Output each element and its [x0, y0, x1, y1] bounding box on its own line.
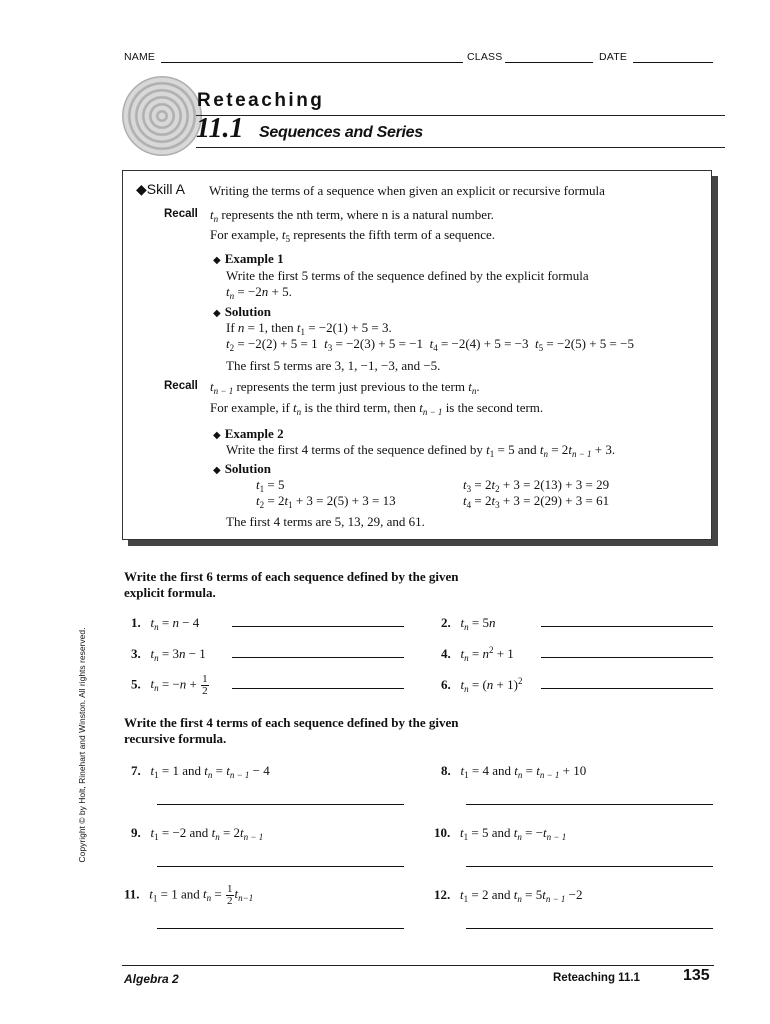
- footer-section: Reteaching 11.1: [553, 972, 640, 984]
- skill-heading: ◆Skill A: [136, 181, 185, 197]
- answer-line-5[interactable]: [232, 688, 404, 689]
- name-label: NAME: [124, 51, 156, 63]
- exercise-11: 11. $t_1 = 1$ and $t_n$ = $\frac{1}{2}$ $t_{n-1}$: [124, 883, 254, 907]
- class-field[interactable]: [505, 62, 593, 63]
- diamond-icon: ◆: [213, 465, 221, 476]
- instructions-explicit: Write the first 6 terms of each sequence defined by the given explicit formula.: [124, 569, 459, 600]
- class-label: CLASS: [467, 51, 503, 63]
- solution2-heading: ◆ Solution: [213, 461, 271, 476]
- recall-label-1: Recall: [164, 208, 198, 220]
- answer-line-6[interactable]: [541, 688, 713, 689]
- reteaching-title: Reteaching: [197, 90, 325, 111]
- exercise-2: 2. $t_n = 5n$: [441, 615, 496, 632]
- answer-line-9[interactable]: [157, 866, 404, 867]
- solution2-t1: $t_1 = 5$: [256, 477, 285, 494]
- answer-line-7[interactable]: [157, 804, 404, 805]
- example1-text: Write the first 5 terms of the sequence defined by the explicit formula: [226, 268, 589, 283]
- footer-course: Algebra 2: [124, 972, 179, 986]
- section-title: Sequences and Series: [259, 124, 423, 141]
- diamond-icon: ◆: [213, 255, 221, 266]
- recall2-line1: $t_{n - 1}$ represents the term just previous to the term $t_n$.: [210, 379, 480, 396]
- date-field[interactable]: [633, 62, 713, 63]
- example2-heading: ◆ Example 2: [213, 426, 284, 441]
- example1-result: The first 5 terms are 3, 1, −1, −3, and −5.: [226, 358, 441, 373]
- exercise-7: 7. $t_1 = 1$ and $t_n = t_{n - 1} - 4$: [131, 763, 270, 780]
- solution2-t4: $t_4 = 2t_3 + 3 = 2(29) + 3 = 61$: [463, 493, 610, 510]
- answer-line-4[interactable]: [541, 657, 713, 658]
- title-top-rule: [196, 115, 725, 116]
- answer-line-12[interactable]: [466, 928, 713, 929]
- name-field[interactable]: [161, 62, 463, 63]
- answer-line-3[interactable]: [232, 657, 404, 658]
- exercise-4: 4. $t_n = n^2 + 1$: [441, 645, 514, 663]
- date-label: DATE: [599, 51, 628, 63]
- exercise-5: 5. $t_n = -n$ + $\frac{1}{2}$: [131, 673, 208, 697]
- example2-result: The first 4 terms are 5, 13, 29, and 61.: [226, 514, 425, 529]
- skill-box: [122, 170, 712, 540]
- recall-label-2: Recall: [164, 380, 198, 392]
- section-number: 11.1: [196, 113, 244, 144]
- exercise-1: 1. $t_n = n - 4$: [131, 615, 200, 632]
- recall1-line2: For example, $t_5$ represents the fifth term of a sequence.: [210, 227, 495, 244]
- recall2-line2: For example, if $t_n$ is the third term, then $t_{n - 1}$ is the second term.: [210, 400, 544, 417]
- solution2-t3: $t_3 = 2t_2 + 3 = 2(13) + 3 = 29$: [463, 477, 610, 494]
- solution2-t2: $t_2 = 2t_1 + 3 = 2(5) + 3 = 13$: [256, 493, 396, 510]
- solution1-line2: $t_2 = -2(2) + 5 = 1$ $t_3 = -2(3) + 5 = -1$ $t_4 = -2(4) + 5 = -3$ $t_5 = -2(5) + 5 = -5$: [226, 336, 634, 353]
- example1-heading: ◆ Example 1: [213, 251, 284, 266]
- solution1-heading: ◆ Solution: [213, 304, 271, 319]
- example2-text: Write the first 4 terms of the sequence defined by $t_1 = 5$ and $t_n = 2t_{n - 1} + 3$.: [226, 442, 616, 459]
- answer-line-2[interactable]: [541, 626, 713, 627]
- answer-line-11[interactable]: [157, 928, 404, 929]
- answer-line-1[interactable]: [232, 626, 404, 627]
- diamond-icon: ◆: [136, 181, 147, 197]
- exercise-6: 6. $t_n = (n + 1)^2$: [441, 676, 523, 694]
- instructions-recursive: Write the first 4 terms of each sequence defined by the given recursive formula.: [124, 715, 459, 746]
- footer-rule: [122, 965, 714, 966]
- page-number: 135: [683, 967, 710, 984]
- copyright-notice: Copyright © by Holt, Rinehart and Winston. All rights reserved.: [77, 627, 87, 863]
- exercise-3: 3. $t_n = 3n - 1$: [131, 646, 206, 663]
- recall1-line1: $t_n$ represents the nth term, where n is a natural number.: [210, 207, 494, 224]
- title-bottom-rule: [196, 147, 725, 148]
- exercise-9: 9. $t_1 = -2$ and $t_n = 2t_{n - 1}$: [131, 825, 264, 842]
- answer-line-10[interactable]: [466, 866, 713, 867]
- answer-line-8[interactable]: [466, 804, 713, 805]
- diamond-icon: ◆: [213, 430, 221, 441]
- exercise-10: 10. $t_1 = 5$ and $t_n = -t_{n - 1}$: [434, 825, 567, 842]
- solution1-line1: If n = 1, then $t_1 = -2(1) + 5 = 3$.: [226, 320, 392, 337]
- exercise-12: 12. $t_1 = 2$ and $t_n = 5t_{n - 1} -2$: [434, 887, 583, 904]
- example1-formula: $t_n = -2n + 5$.: [226, 284, 292, 301]
- exercise-8: 8. $t_1 = 4$ and $t_n = t_{n - 1} + 10$: [441, 763, 587, 780]
- concentric-circles-logo: [122, 76, 202, 156]
- skill-description: Writing the terms of a sequence when given an explicit or recursive formula: [209, 183, 605, 198]
- diamond-icon: ◆: [213, 308, 221, 319]
